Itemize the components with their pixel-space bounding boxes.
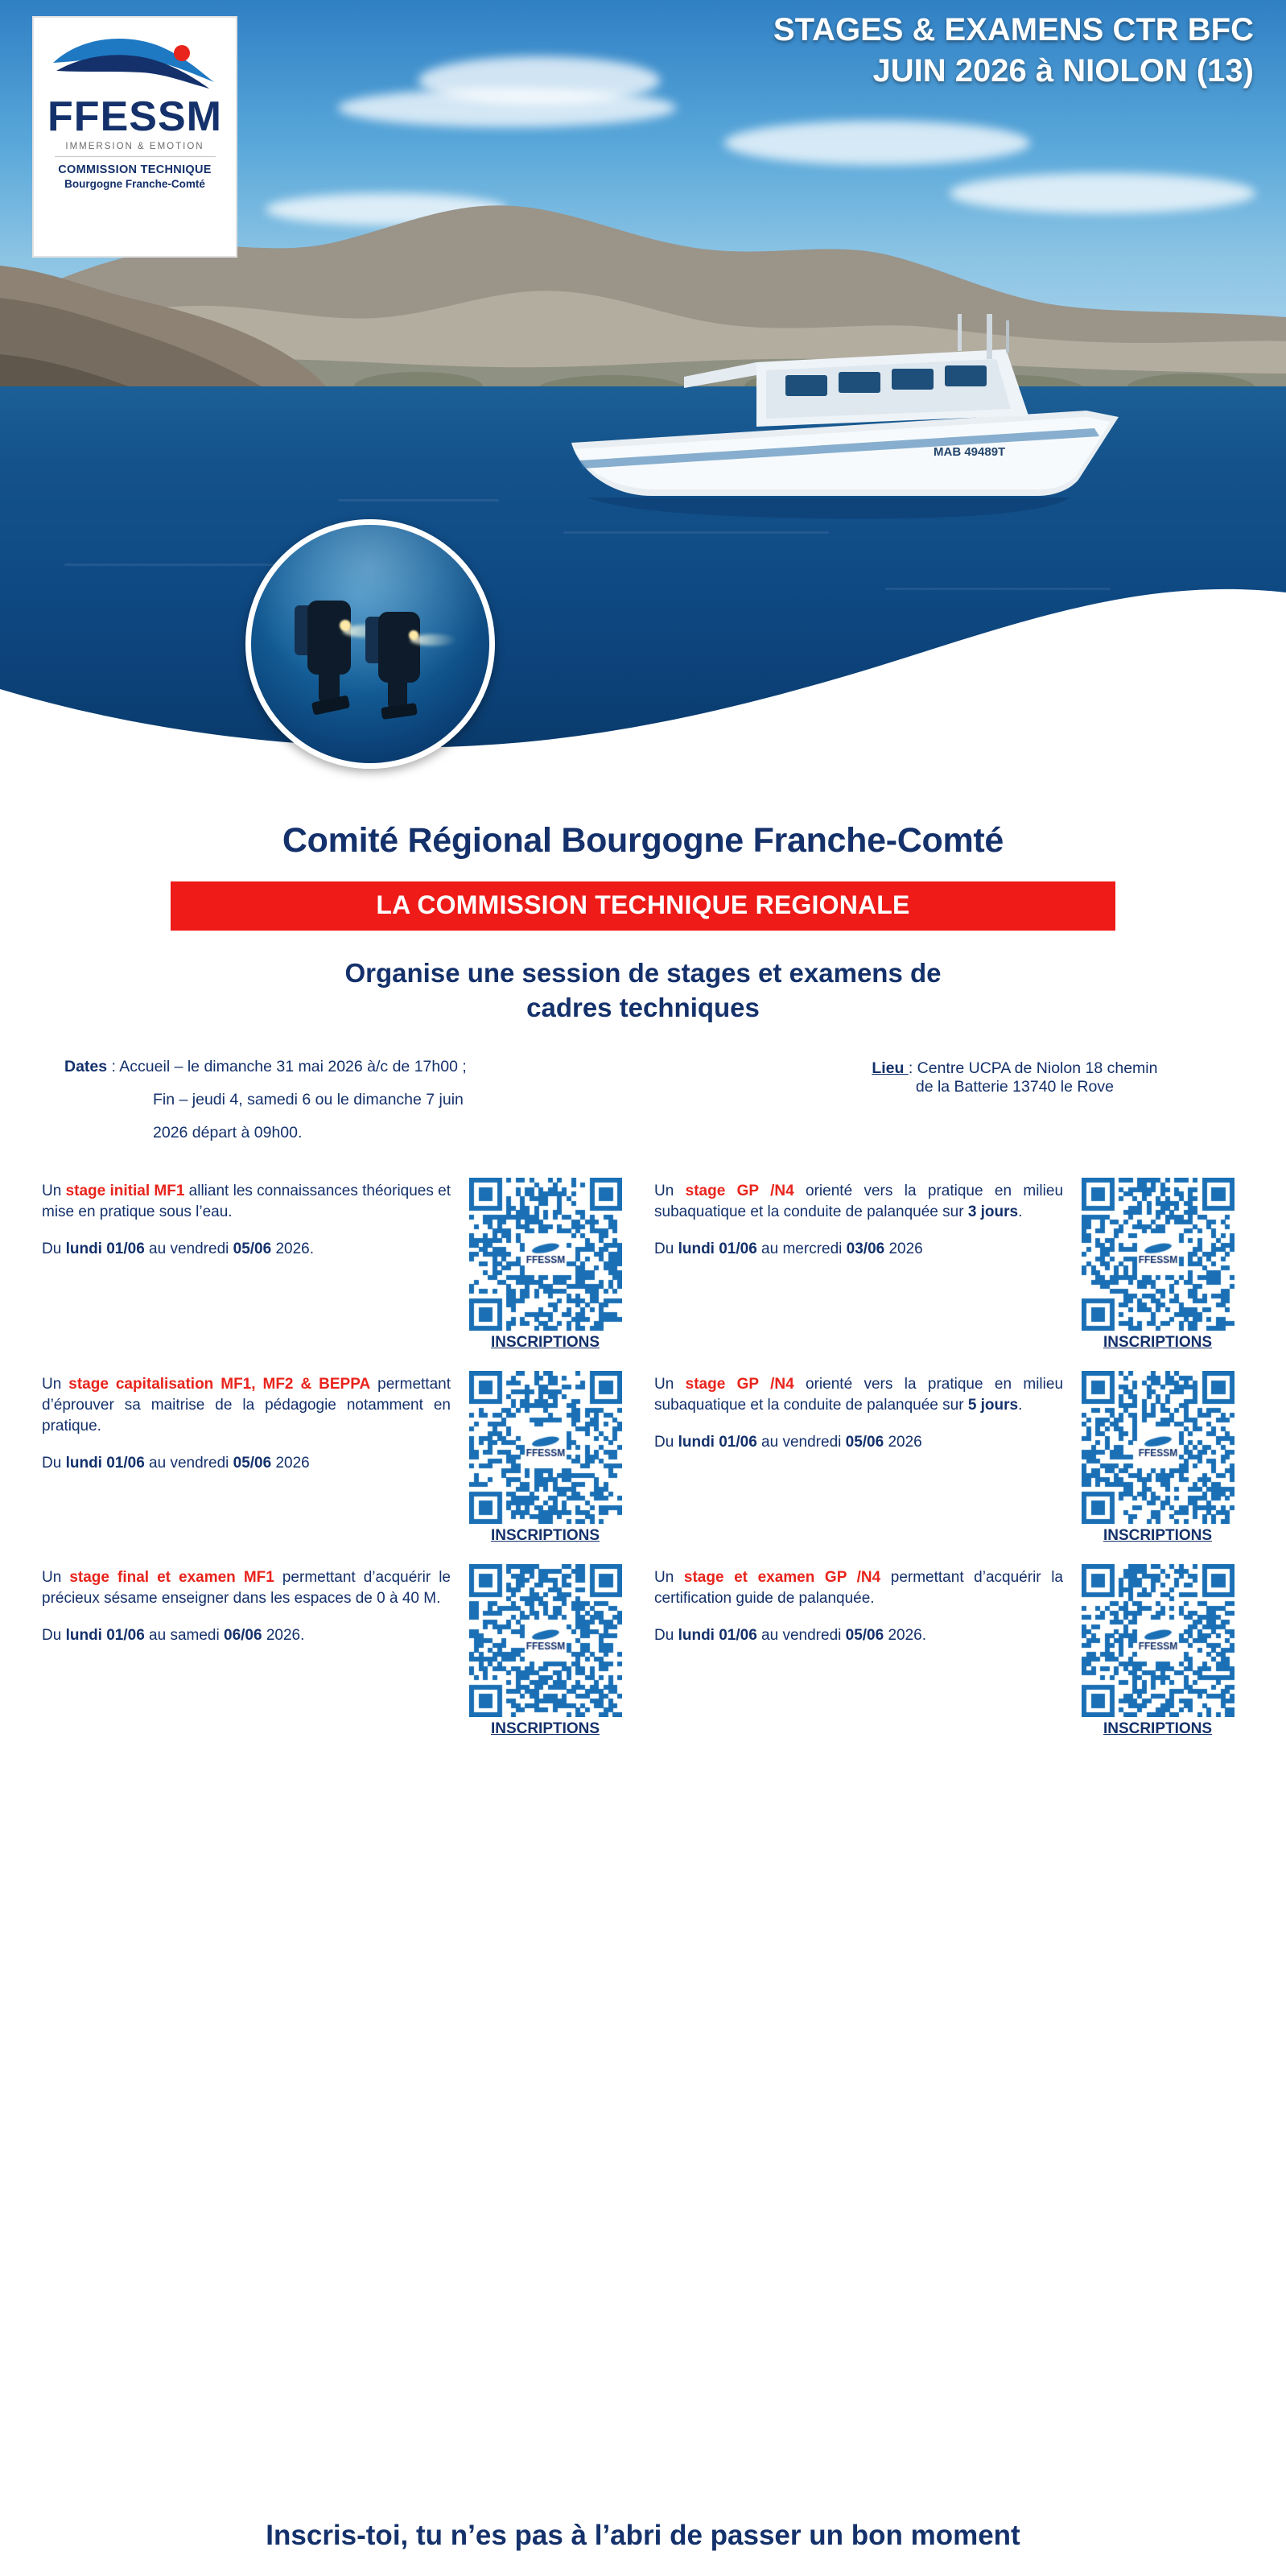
course-date-part: au vendredi: [756, 1434, 846, 1451]
dates-label: Dates: [64, 1057, 108, 1075]
hero-title-line1: STAGES & EXAMENS CTR BFC: [773, 12, 1254, 47]
course-title: stage GP /N4: [685, 1182, 794, 1199]
course-dates: [654, 1239, 1063, 1260]
divers-photo-inset: [245, 519, 495, 769]
course-date-part: Du: [42, 1241, 66, 1258]
course-lead: Un: [654, 1182, 686, 1199]
course-date-part: 05/06: [845, 1434, 884, 1451]
course-card: [37, 1556, 637, 1749]
course-date-part: lundi 01/06: [678, 1434, 757, 1451]
course-summary: [42, 1567, 451, 1609]
event-meta: [29, 1058, 1257, 1142]
courses-grid: [29, 1170, 1257, 1749]
course-date-part: Du: [654, 1241, 678, 1258]
course-title: stage final et examen MF1: [69, 1568, 274, 1586]
course-date-part: Du: [42, 1627, 66, 1645]
course-date-part: au vendredi: [756, 1627, 846, 1645]
course-dates: [42, 1625, 451, 1646]
course-date-part: lundi 01/06: [65, 1455, 145, 1472]
course-body: permettant d’acquérir le précieux sésame enseigner dans les espaces de 0 à 40 M.: [42, 1568, 451, 1607]
course-dates: [654, 1432, 1063, 1453]
course-date-part: lundi 01/06: [65, 1241, 145, 1258]
dates-line2: Fin – jeudi 4, samedi 6 ou le dimanche 7 juin: [153, 1090, 464, 1108]
course-lead: Un: [654, 1375, 686, 1393]
inscriptions-link[interactable]: INSCRIPTIONS: [490, 1719, 600, 1737]
course-date-part: au samedi: [144, 1627, 225, 1645]
course-date-part: 05/06: [233, 1241, 272, 1258]
course-summary: [654, 1181, 1063, 1223]
location-block: [787, 1058, 1243, 1142]
course-summary: [42, 1181, 451, 1223]
inscriptions-link[interactable]: INSCRIPTIONS: [490, 1333, 600, 1351]
course-date-part: lundi 01/06: [678, 1627, 757, 1645]
subtitle-line1: Organise une session de stages et examens de: [344, 958, 942, 988]
course-title: stage GP /N4: [685, 1375, 794, 1393]
course-date-part: Du: [654, 1434, 678, 1451]
logo-region: Bourgogne Franche-Comté: [64, 178, 205, 190]
sea-shimmer: [338, 499, 499, 502]
course-description: [42, 1371, 459, 1475]
document-body: [0, 821, 1286, 1749]
dates-line1: : Accueil – le dimanche 31 mai 2026 à/c de 17h00 ;: [107, 1057, 467, 1075]
status-badge: LA COMMISSION TECHNIQUE REGIONALE: [171, 881, 1115, 931]
course-date-part: au mercredi: [756, 1241, 847, 1258]
inscription-qr-block[interactable]: [1071, 1178, 1244, 1352]
subtitle: [160, 956, 1126, 1026]
course-lead: Un: [42, 1182, 66, 1199]
course-body: alliant les connaissances théoriques et mise en pratique sous l’eau.: [42, 1182, 451, 1220]
course-date-part: lundi 01/06: [65, 1627, 145, 1645]
qr-code-icon[interactable]: [1082, 1371, 1234, 1524]
course-lead: Un: [42, 1568, 70, 1586]
qr-code-icon[interactable]: [1082, 1564, 1234, 1717]
course-date-part: 2026.: [884, 1627, 927, 1645]
inscriptions-link[interactable]: INSCRIPTIONS: [1103, 1526, 1213, 1544]
inscription-qr-block[interactable]: [1071, 1564, 1244, 1738]
qr-code-icon[interactable]: [469, 1371, 622, 1524]
hero-title-line2: JUIN 2026 à NIOLON (13): [872, 53, 1254, 89]
course-description: [654, 1371, 1071, 1454]
logo-wordmark: FFESSM: [47, 93, 222, 140]
logo-tagline: IMMERSION & EMOTION: [65, 142, 204, 151]
course-date-part: 06/06: [224, 1627, 262, 1645]
footer-slogan: Inscris-toi, tu n’es pas à l’abri de passer un bon moment: [266, 2520, 1020, 2551]
swoosh-icon: [48, 26, 221, 94]
course-duration: 5 jours: [967, 1397, 1019, 1414]
course-dates: [42, 1453, 451, 1474]
qr-code-icon[interactable]: [469, 1564, 622, 1717]
inscription-qr-block[interactable]: [459, 1371, 632, 1545]
course-title: stage capitalisation MF1, MF2 & BEPPA: [68, 1375, 371, 1393]
course-date-part: Du: [42, 1455, 66, 1472]
course-date-part: 2026: [884, 1434, 922, 1451]
logo-divider: [55, 156, 216, 157]
course-dates: [42, 1239, 451, 1260]
course-summary: [42, 1374, 451, 1438]
course-title: stage initial MF1: [65, 1182, 185, 1199]
course-body-end: .: [1018, 1397, 1023, 1414]
course-date-part: au vendredi: [144, 1241, 233, 1258]
inscriptions-link[interactable]: INSCRIPTIONS: [1103, 1719, 1213, 1737]
course-body: permettant d’éprouver sa maitrise de la pédagogie notamment en pratique.: [42, 1375, 451, 1435]
lieu-line2: de la Batterie 13740 le Rove: [915, 1077, 1114, 1096]
cloud-decor: [338, 89, 676, 127]
svg-text:MAB 49489T: MAB 49489T: [934, 445, 1006, 459]
inscription-qr-block[interactable]: [459, 1564, 632, 1738]
course-dates: [654, 1625, 1063, 1646]
lieu-label: Lieu: [872, 1059, 909, 1077]
qr-code-icon[interactable]: [1082, 1178, 1234, 1331]
course-duration: 3 jours: [967, 1203, 1019, 1220]
hero-title: [773, 10, 1254, 92]
inscription-qr-block[interactable]: [1071, 1371, 1244, 1545]
inscription-qr-block[interactable]: [459, 1178, 632, 1352]
cloud-decor: [724, 121, 1030, 165]
qr-code-icon[interactable]: [469, 1178, 622, 1331]
course-title: stage et examen GP /N4: [683, 1568, 881, 1586]
subtitle-line2: cadres techniques: [526, 992, 760, 1022]
course-body: orienté vers la pratique en milieu subaquatique et la conduite de palanquée sur: [654, 1375, 1064, 1414]
course-card: [649, 1556, 1249, 1749]
inscriptions-link[interactable]: INSCRIPTIONS: [1103, 1333, 1213, 1351]
course-description: [654, 1178, 1071, 1261]
course-card: [649, 1363, 1249, 1556]
course-card: [649, 1170, 1249, 1363]
course-lead: Un: [654, 1568, 684, 1586]
diver-right: [362, 609, 451, 729]
course-description: [42, 1178, 459, 1261]
course-date-part: 2026: [271, 1455, 310, 1472]
lieu-line1: : Centre UCPA de Niolon 18 chemin: [908, 1059, 1158, 1077]
course-date-part: lundi 01/06: [678, 1241, 757, 1258]
dates-block: [43, 1058, 787, 1142]
boat-illustration: [555, 314, 1135, 523]
course-date-part: 2026: [884, 1241, 923, 1258]
course-body: permettant d’acquérir la certification guide de palanquée.: [654, 1568, 1063, 1607]
course-card: [37, 1170, 637, 1363]
inscriptions-link[interactable]: INSCRIPTIONS: [490, 1526, 600, 1544]
course-date-part: 2026.: [262, 1627, 305, 1645]
course-summary: [654, 1567, 1063, 1609]
course-date-part: 05/06: [233, 1455, 272, 1472]
course-description: [42, 1564, 459, 1647]
wave-divider: [0, 547, 1286, 813]
course-summary: [654, 1374, 1063, 1416]
course-date-part: au vendredi: [144, 1455, 233, 1472]
sea-shimmer: [563, 531, 829, 534]
hero-banner: [0, 0, 1286, 813]
course-description: [654, 1564, 1071, 1647]
course-date-part: 05/06: [845, 1627, 884, 1645]
course-body-end: .: [1018, 1203, 1023, 1220]
course-body: orienté vers la pratique en milieu subaquatique et la conduite de palanquée sur: [654, 1182, 1064, 1220]
course-date-part: 03/06: [846, 1241, 885, 1258]
logo-commission: COMMISSION TECHNIQUE: [58, 163, 212, 176]
course-date-part: 2026.: [271, 1241, 315, 1258]
dates-line3: 2026 départ à 09h00.: [153, 1123, 303, 1141]
page-title: Comité Régional Bourgogne Franche-Comté: [282, 821, 1004, 860]
course-date-part: Du: [654, 1627, 678, 1645]
course-card: [37, 1363, 637, 1556]
course-lead: Un: [42, 1375, 69, 1393]
ffessm-logo: [32, 16, 237, 258]
